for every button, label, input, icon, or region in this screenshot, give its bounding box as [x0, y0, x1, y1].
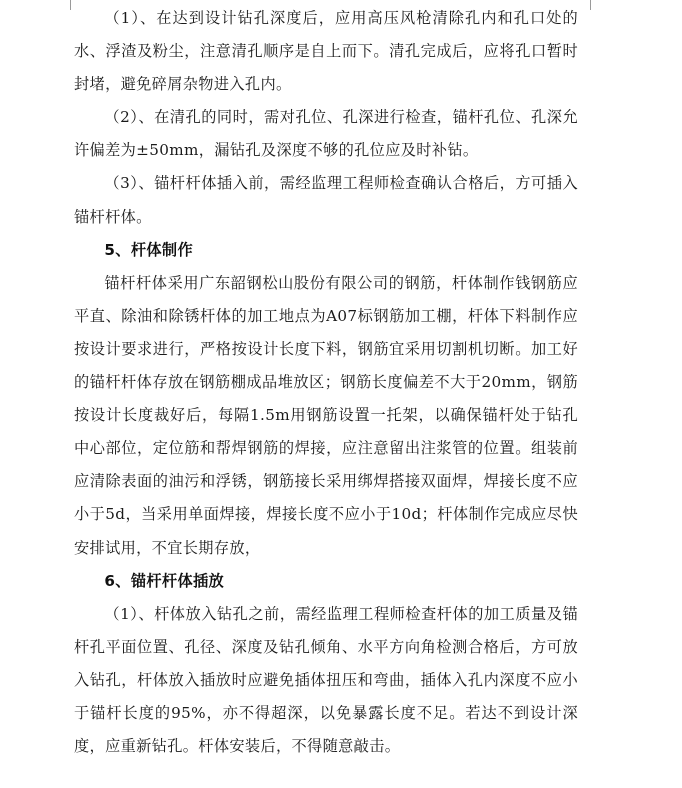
crop-mark-top-right — [590, 0, 603, 10]
section-heading-rod-insertion: 6、锚杆杆体插放 — [104, 571, 225, 590]
crop-mark-top-left — [58, 0, 71, 10]
document-body — [74, 2, 578, 763]
paragraph-insert-check: （3）、锚杆杆体插入前，需经监理工程师检查确认合格后，方可插入锚杆杆体。 — [74, 174, 578, 226]
paragraph-rod-fabrication: 锚杆杆体采用广东韶钢松山股份有限公司的钢筋，杆体制作钱钢筋应平直、除油和除锈杆体的加工地点为A07标钢筋加工棚，杆体下料制作应按设计要求进行，严格按设计长度下料，钢筋宜采用切割机切断。加工好的锚杆杆体存放在钢筋棚成品堆放区；钢筋长度偏差不大于20mm，钢筋按设计长度裁好后，每隔1.5m用钢筋设置一托架，以确保锚杆处于钻孔中心部位，定位筋和帮焊钢筋的焊接，应注意留出注浆管的位置。组装前应清除表面的油污和浮锈，钢筋接长采用绑焊搭接双面焊，焊接长度不应小于5d，当采用单面焊接，焊接长度不应小于10d；杆体制作完成应尽快安排试用，不宜长期存放， — [74, 273, 578, 557]
section-heading-rod-fabrication: 5、杆体制作 — [104, 240, 193, 259]
paragraph-rod-insertion: （1）、杆体放入钻孔之前，需经监理工程师检查杆体的加工质量及锚杆孔平面位置、孔径、深度及钻孔倾角、水平方向角检测合格后，方可放入钻孔，杆体放入插放时应避免插体扭压和弯曲，插体入孔内深度不应小于锚杆长度的95%，亦不得超深，以免暴露长度不足。若达不到设计深度，应重新钻孔。杆体安装后，不得随意敲击。 — [74, 604, 578, 756]
paragraph-clear-hole: （1）、在达到设计钻孔深度后，应用高压风枪清除孔内和孔口处的水、浮渣及粉尘，注意清孔顺序是自上而下。清孔完成后，应将孔口暂时封堵，避免碎屑杂物进入孔内。 — [74, 9, 578, 94]
paragraph-hole-check: （2）、在清孔的同时，需对孔位、孔深进行检查，锚杆孔位、孔深允许偏差为±50mm，漏钻孔及深度不够的孔位应及时补钻。 — [74, 108, 578, 160]
